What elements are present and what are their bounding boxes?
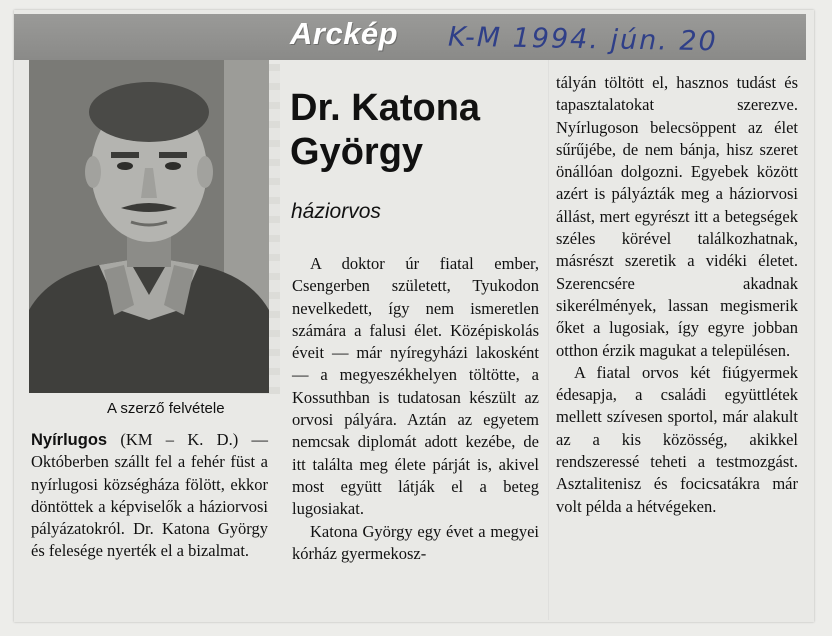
- photo-caption: A szerző felvétele: [107, 400, 225, 417]
- column-divider: [548, 60, 549, 620]
- lead-source: (KM – K. D.) —: [107, 430, 268, 449]
- column-2: [292, 253, 539, 565]
- article-subtitle: háziorvos: [291, 200, 381, 223]
- lead-paragraph: [31, 429, 268, 563]
- column-1: [31, 429, 268, 563]
- column-2-paragraph-2: Katona György egy évet a megyei kórház gyermekosz-: [292, 521, 539, 563]
- portrait-illustration: [29, 60, 269, 393]
- title-line-2: György: [290, 131, 424, 173]
- title-line-1: Dr. Katona: [290, 87, 481, 129]
- column-3-paragraph-2: A fiatal orvos két fiúgyermek édesapja, a családi együttlétek mellett szívesen sportol, már alakult az a kis közösség, akikkel rendszeressé teheti a testmozgást. Asztalitenisz és focicsatákra már volt példa a hétvégeken.: [556, 362, 798, 516]
- column-3-paragraph-1: tályán töltött el, hasznos tudást és tapasztalatokat szerezve. Nyírlugoson belecsöppent az élet sűrűjébe, de nem bánja, hisz szeret önállóan dolgozni. Egyebek között azért is pályázták meg a háziorvosi állást, mert egyrészt itt a betegségek széles körével találkozhatnak, másrészt szeretik a vidéki életet. Szerencsére akadnak sikerélmények, lassan megismerik őket a lugosiak, így egyre jobban otthon érzik magukat a településen.: [556, 73, 798, 360]
- article-title: [290, 86, 560, 174]
- portrait-photo: [29, 60, 269, 393]
- section-title: Arckép: [290, 16, 399, 51]
- lead-place: Nyírlugos: [31, 431, 108, 449]
- column-3: [556, 72, 798, 518]
- column-2-paragraph-1: A doktor úr fiatal ember, Csengerben született, Tyukodon nevelkedett, így nem ismeretlen számára a falusi élet. Középiskolás éveit — már nyíregyházi lakosként — a megyeszékhelyen töltötte, a Kossuthban is tudatosan készült az orvosi pályára. Aztán az egyetem nemcsak diplomát adott kezébe, de itt találta meg élete párját is, akivel most együtt látják el a beteg lugosiakat.: [292, 254, 539, 519]
- column-1-text: Októberben szállt fel a fehér füst a nyírlugosi községháza fölött, ekkor döntöttek a képviselők a háziorvosi pályázatokról. Dr. Katona György és felesége nyerték el a bizalmat.: [31, 452, 268, 561]
- handwritten-date-note: K-M 1994. jún. 20: [447, 21, 718, 58]
